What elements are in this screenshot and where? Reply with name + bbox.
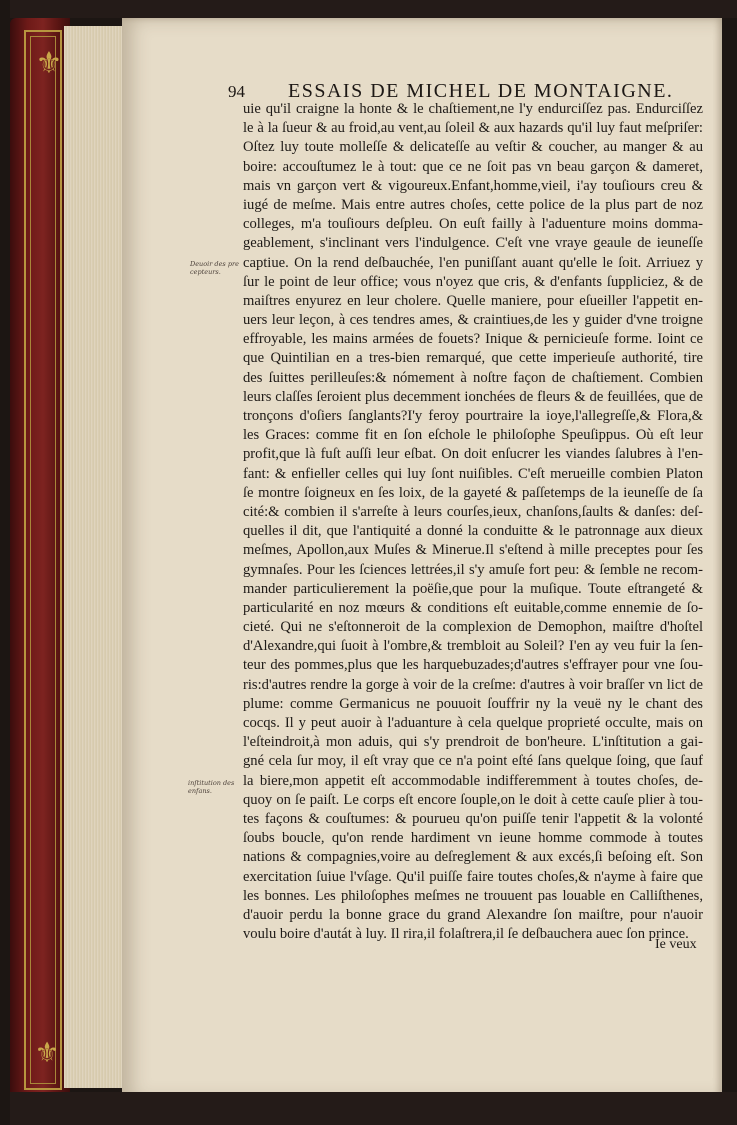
text-line: cité:& combien il s'arreſte à leurs courſes,ieux, chanſons,ſaults & danſes: deſ- — [243, 503, 703, 520]
text-line: captiue. On la rend deſbauchée, l'en puniſſant auant qu'elle le ſoit. Arriuez y — [243, 254, 703, 271]
text-line: l'eſteindroit,à mon aduis, qui s'y prendroit de bon'heure. L'inſtitution a gai- — [243, 734, 703, 751]
gilt-border-inner — [30, 36, 56, 1084]
text-line: teur des pommes,plus que les harquebuzades;d'autres s'effrayer pour vne ſou- — [243, 657, 703, 674]
text-line: des ſuittes perilleuſes:& nómement à noſtre façon de chaſtiement. Combien — [243, 369, 703, 386]
text-line: quoy on ſe paiſt. Le corps eſt encore ſouple,on le doit à cette cauſe plier à tou- — [243, 791, 703, 808]
text-line: maiſtres enyurez en leur cholere. Quelle maniere, pour eſueiller l'appetit en- — [243, 292, 703, 309]
text-line: que Quintilian en a tres-bien remarqué, que cette imperieuſe authorité, tire — [243, 350, 703, 367]
fleur-de-lis-ornament-icon: ⚜ — [34, 1038, 60, 1069]
text-line: iugé de meſme. Mais entre autres choſes, cette police de la plus part de noz — [243, 196, 703, 213]
text-line: exercitation ſuiue l'vſage. Qu'il puiſſe faire toutes choſes,& n'ayme à faire que — [243, 868, 703, 885]
text-line: geablement, s'inclinant vers l'indulgence. C'eſt vne vraye geaule de ieuneſſe — [243, 235, 703, 252]
text-line: d'Alexandre,qui ſuoit à l'ombre,& trembloit au Soleil? I'en ay veu fuir la ſen- — [243, 638, 703, 655]
text-line: ſoubs boucle, qu'on rende hardiment vn ieune homme commode à toutes — [243, 830, 703, 847]
text-line: tronçons d'oſiers ſanglants?I'y feroy pourtraire la ioye,l'allegreſſe,& Flora,& — [243, 408, 703, 424]
text-line: ris:d'autres rendre la gorge à voir de la creſme: d'autres à voir braſſer vn lict de — [243, 676, 703, 693]
text-line: fant: & enfieller celles qui luy ſont nuiſibles. C'eſt merueille combien Platon — [243, 465, 703, 482]
text-line: nations & compagnies,voire au deſreglement & aux excés,ſi beſoing eſt. Son — [243, 849, 703, 866]
text-line: mander particulierement la poëſie,que pour la muſique. Toute eſtrangeté & — [243, 580, 703, 597]
text-line: meſmes, Apollon,aux Muſes & Minerue.Il s'eſtend à mille preceptes pour ſes — [243, 542, 703, 559]
body-text — [243, 100, 703, 950]
text-line: les bonnes. Les philoſophes meſmes ne trouuent pas louable en Calliſthenes, — [243, 887, 703, 904]
margin-annotation-handwritten: Deuoir des pre cepteurs. — [190, 260, 239, 276]
text-line: voulu boire d'autát à luy. Il rira,il folaſtrera,il ſe deſbauchera auec ſon prince. — [243, 926, 689, 943]
background-bottom — [10, 1092, 737, 1125]
text-line: ſur le point de leur office; vous n'oyez que cris, & d'enfants ſuppliciez, & de — [243, 273, 703, 290]
catchword: Ie veux — [655, 937, 697, 952]
text-line: la biere,mon appetit eſt accommodable indifferemment à toutes choſes, de- — [243, 772, 703, 789]
text-line: colleges, m'a touſiours deſpleu. On euſt failly à l'aduenture moins domma- — [243, 216, 703, 233]
text-line: profit,que là fuſt auſſi leur eſbat. On doit enſucrer les viandes ſalubres à l'en- — [243, 446, 703, 463]
text-line: le à la ſueur & au froid,au vent,au ſoleil & aux hazards qu'il luy faut meſpriſer: — [243, 120, 703, 137]
text-line: leurs claſſes ſeroient plus decemment ionchées de fleurs & de feuillées, que de — [243, 388, 703, 405]
page-number: 94 — [228, 82, 245, 101]
background-right — [722, 22, 737, 1098]
text-line: plume: comme Germanicus ne pouuoit ſouffrir ny la veuë ny le chant des — [243, 695, 703, 712]
text-line: particularité en noz mœurs & conditions eſt euitable,comme ennemie de ſo- — [243, 599, 703, 616]
text-line: cieté. Qui ne s'eſtonneroit de la complexion de Demophon, maiſtre d'hoſtel — [243, 619, 703, 636]
text-line: cocqs. Il y peut auoir à l'aduanture à cela quelque proprieté occulte, mais on — [243, 715, 703, 731]
fleur-de-lis-ornament-icon: ⚜ — [35, 47, 63, 80]
text-line: quelles il dit, que l'antiquité a donné la conduitte & le patronnage aux dieux — [243, 523, 703, 540]
text-line: uie qu'il craigne la honte & le chaſtiement,ne l'y endurciſſez pas. Endurciſſez — [243, 101, 703, 117]
background-top — [10, 0, 737, 18]
text-line: tes façons & couſtumes: & pourueu qu'on puiſſe tenir l'appetit & la volonté — [243, 810, 703, 827]
text-line: boire: accouſtumez le à tout: que ce ne ſoit pas vn beau garçon & dameret, — [243, 158, 703, 175]
text-line: uers leur leçon, à ces tendres ames, & craintiues,de les y guider d'vne troigne — [243, 312, 703, 329]
text-line: ſe montre ſoigneux en ſes loix, de la gayeté & paſſetemps de la ieuneſſe de ſa — [243, 484, 703, 501]
text-line: mais vn garçon vert & vigoureux.Enfant,homme,vieil, i'ay touſiours creu & — [243, 177, 703, 194]
text-line: Oſtez luy toute molleſſe & delicateſſe au veſtir & coucher, au manger & au — [243, 139, 703, 156]
text-line: d'auoir perdu la bonne grace du grand Alexandre ſon maiſtre, pour n'auoir — [243, 906, 703, 923]
text-line: les Graces: comme fit en ſon eſchole le philoſophe Speuſippus. Où eſt leur — [243, 427, 703, 444]
text-line: effroyable, les mains armées de fouets? Inique & pernicieuſe forme. Ioint ce — [243, 331, 703, 348]
page-title: ESSAIS DE MICHEL DE MONTAIGNE. — [288, 80, 674, 102]
margin-annotation-handwritten: inſtitution des enfans. — [188, 779, 235, 795]
text-line: gymnaſes. Pour les ſciences lettrées,il s'y amuſe fort peu: & ſemble ne recom- — [243, 561, 703, 578]
text-line: gné cela ſur moy, il eſt vray que ce n'a point eſté ſans quelque ſoing, que ſauf — [243, 753, 703, 770]
